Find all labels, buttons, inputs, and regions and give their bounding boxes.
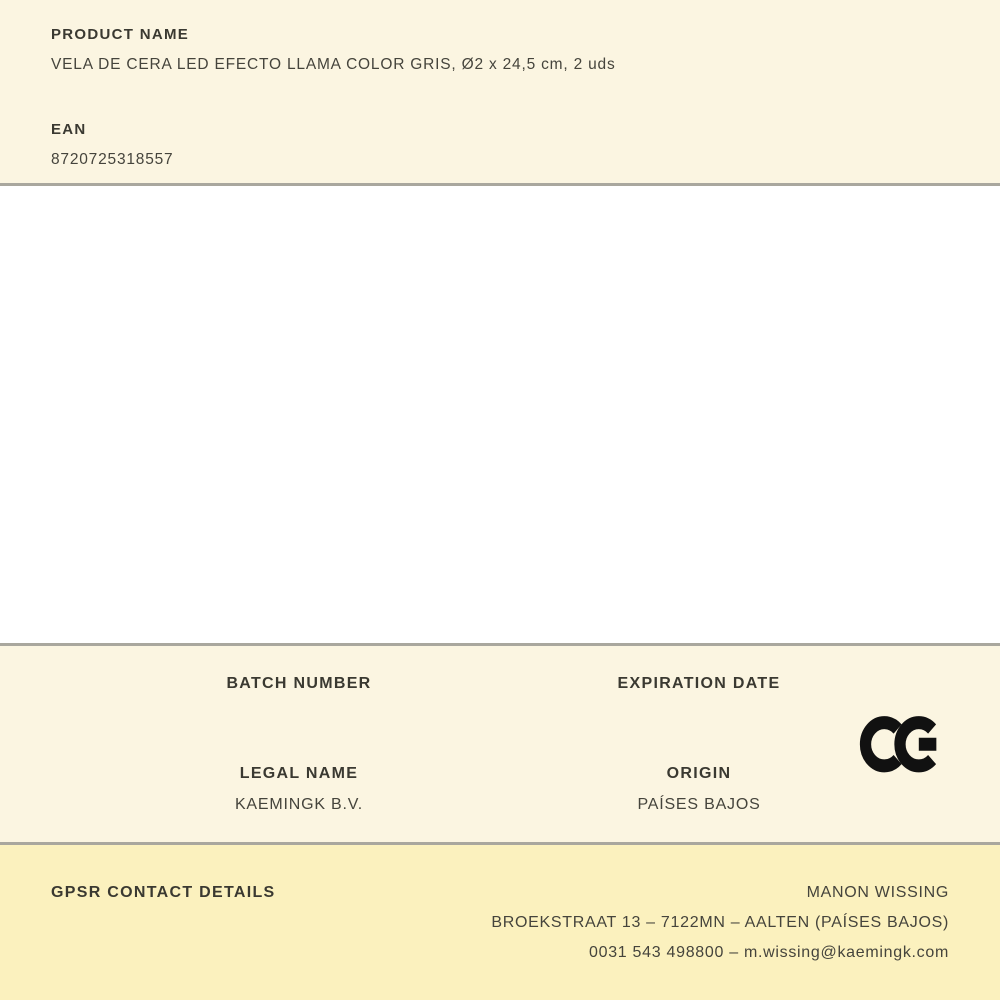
details-section [0, 646, 1000, 842]
product-name-value: VELA DE CERA LED EFECTO LLAMA COLOR GRIS, Ø2 x 24,5 cm, 2 uds [51, 56, 616, 73]
expiration-date-label: EXPIRATION DATE [617, 675, 781, 692]
gpsr-contact-label: GPSR CONTACT DETAILS [51, 884, 276, 901]
empty-content-area [0, 186, 1000, 643]
product-section [0, 0, 1000, 183]
ean-value: 8720725318557 [51, 151, 174, 168]
legal-name-label: LEGAL NAME [239, 765, 359, 782]
ean-label: EAN [51, 121, 87, 138]
ce-mark-icon [858, 714, 942, 776]
origin-label: ORIGIN [666, 765, 732, 782]
product-name-label: PRODUCT NAME [51, 26, 190, 43]
contact-person: MANON WISSING [806, 884, 949, 901]
expiration-date-value [498, 706, 900, 725]
expiration-date-block [498, 675, 900, 725]
contact-lines [491, 884, 949, 974]
contact-address: BROEKSTRAAT 13 – 7122MN – AALTEN (PAÍSES BAJOS) [491, 914, 949, 931]
origin-value: PAÍSES BAJOS [637, 796, 761, 813]
legal-name-value: KAEMINGK B.V. [234, 796, 364, 813]
origin-block [498, 765, 900, 815]
gpsr-contact-section [0, 845, 1000, 1000]
contact-phone-email: 0031 543 498800 – m.wissing@kaemingk.com [589, 944, 949, 961]
batch-number-label: BATCH NUMBER [226, 675, 372, 692]
